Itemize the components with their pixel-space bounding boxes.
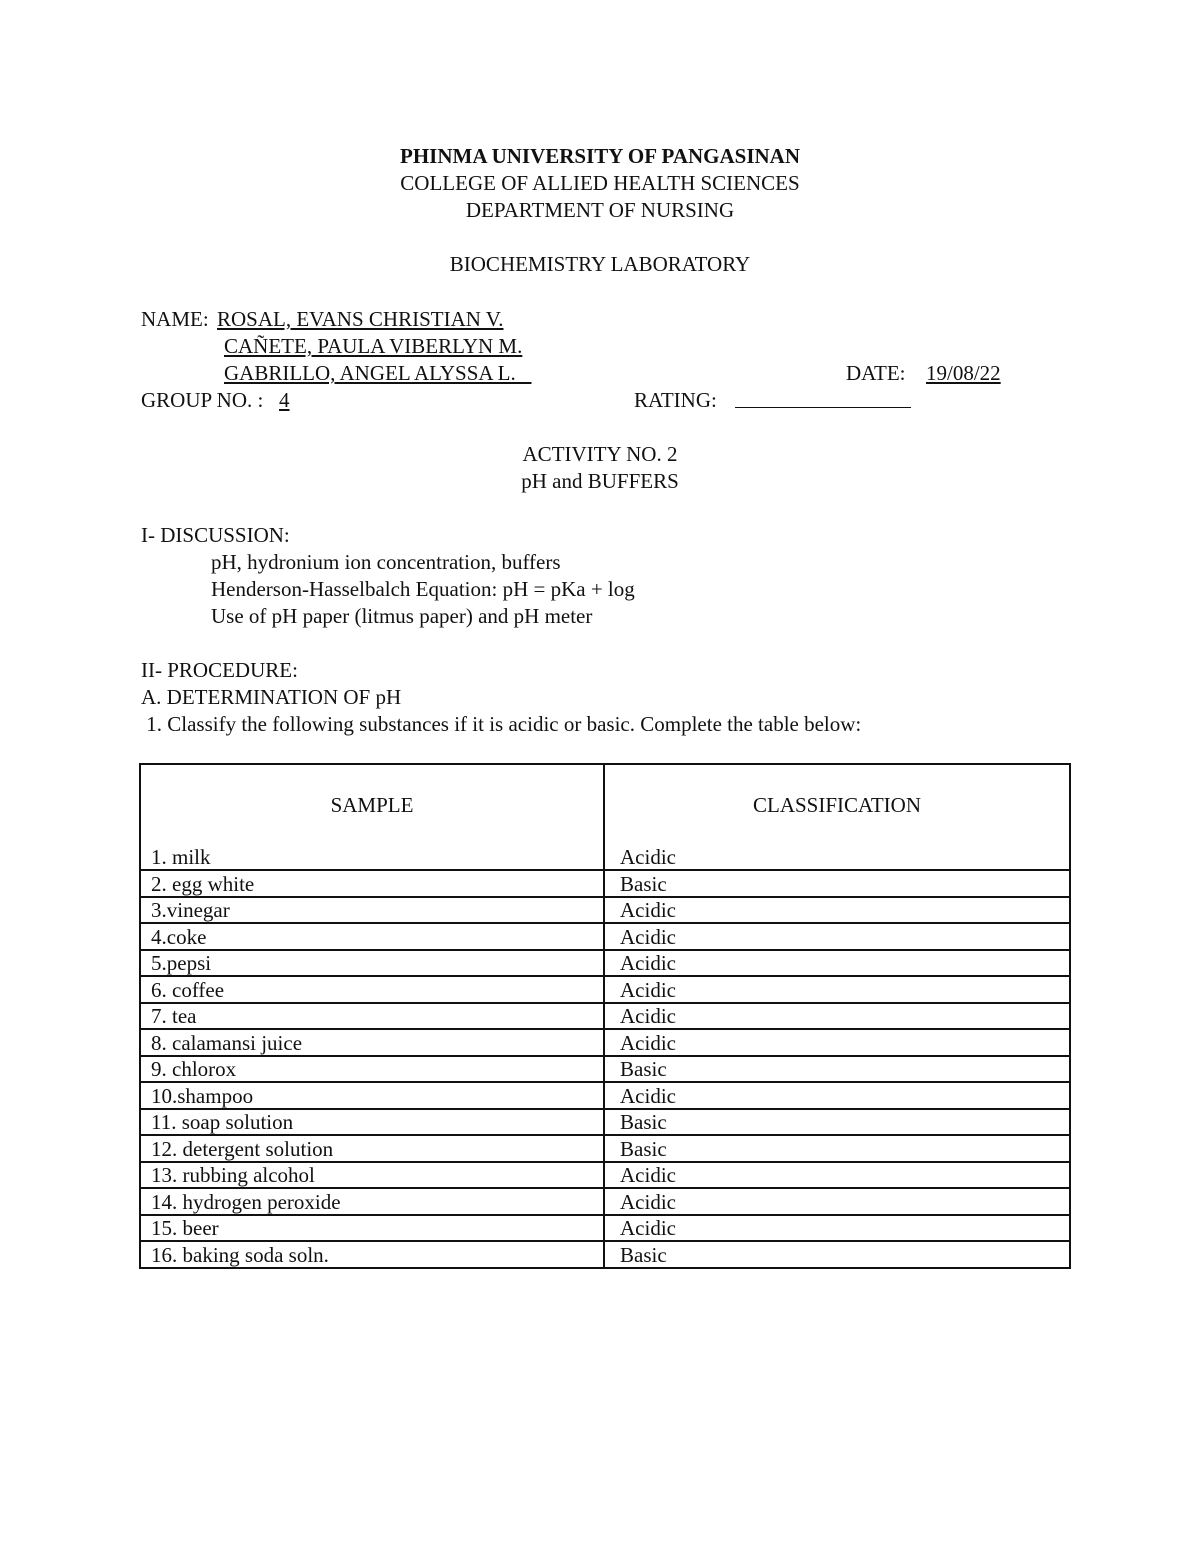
- sample-cell: 16. baking soda soln.: [140, 1241, 604, 1268]
- table-row: [140, 1109, 1070, 1136]
- activity-number: ACTIVITY NO. 2: [522, 442, 678, 466]
- department-name: DEPARTMENT OF NURSING: [465, 198, 735, 222]
- group-label: GROUP NO. :: [141, 388, 264, 412]
- table-row: [140, 1029, 1070, 1056]
- sample-cell: 3.vinegar: [140, 897, 604, 924]
- classification-column-header: CLASSIFICATION: [752, 793, 922, 817]
- sample-cell: 10.shampoo: [140, 1082, 604, 1109]
- table-row: [140, 950, 1070, 977]
- date-value: 19/08/22: [926, 361, 1001, 385]
- college-name: COLLEGE OF ALLIED HEALTH SCIENCES: [400, 171, 800, 195]
- sample-cell: 2. egg white: [140, 870, 604, 897]
- classification-cell: Acidic: [604, 1082, 1070, 1109]
- classification-cell: Basic: [604, 1109, 1070, 1136]
- sample-cell: 1. milk: [151, 845, 211, 869]
- sample-cell: 13. rubbing alcohol: [140, 1162, 604, 1189]
- classification-cell: Basic: [604, 1056, 1070, 1083]
- table-row: [140, 1056, 1070, 1083]
- table-row: [140, 923, 1070, 950]
- classification-cell: Basic: [604, 1241, 1070, 1268]
- classification-cell: Acidic: [604, 1215, 1070, 1242]
- activity-title: pH and BUFFERS: [521, 469, 679, 493]
- rating-blank: [735, 387, 911, 415]
- classification-header-cell: [604, 764, 1070, 870]
- sample-cell: 6. coffee: [140, 976, 604, 1003]
- sample-cell: 14. hydrogen peroxide: [140, 1188, 604, 1215]
- sample-cell: 12. detergent solution: [140, 1135, 604, 1162]
- rating-underline: [735, 387, 911, 408]
- table-row: [140, 1082, 1070, 1109]
- classification-cell: Acidic: [620, 845, 676, 869]
- student-name-1: ROSAL, EVANS CHRISTIAN V.: [217, 307, 504, 331]
- table-row: [140, 1241, 1070, 1268]
- sample-cell: 9. chlorox: [140, 1056, 604, 1083]
- discussion-item-3: Use of pH paper (litmus paper) and pH meter: [211, 604, 593, 628]
- classification-cell: Acidic: [604, 1188, 1070, 1215]
- sample-cell: 11. soap solution: [140, 1109, 604, 1136]
- sample-cell: 8. calamansi juice: [140, 1029, 604, 1056]
- table-row: [140, 870, 1070, 897]
- sample-column-header: SAMPLE: [330, 793, 414, 817]
- sample-header-cell: [140, 764, 604, 870]
- classification-cell: Acidic: [604, 923, 1070, 950]
- student-name-2: CAÑETE, PAULA VIBERLYN M.: [224, 334, 523, 358]
- procedure-heading: II- PROCEDURE:: [141, 658, 298, 682]
- discussion-heading: I- DISCUSSION:: [141, 523, 290, 547]
- classification-cell: Acidic: [604, 1162, 1070, 1189]
- sample-cell: 5.pepsi: [140, 950, 604, 977]
- classification-cell: Acidic: [604, 950, 1070, 977]
- classification-cell: Acidic: [604, 1029, 1070, 1056]
- classification-cell: Basic: [604, 1135, 1070, 1162]
- table-row: [140, 897, 1070, 924]
- table-header-row: [140, 764, 1070, 870]
- rating-label: RATING:: [634, 388, 723, 412]
- sample-cell: 4.coke: [140, 923, 604, 950]
- group-value: 4: [279, 388, 290, 412]
- classification-table: [139, 763, 1071, 1269]
- sample-cell: 7. tea: [140, 1003, 604, 1030]
- discussion-item-2: Henderson-Hasselbalch Equation: pH = pKa + log: [211, 577, 635, 601]
- classification-cell: Acidic: [604, 897, 1070, 924]
- classification-cell: Acidic: [604, 976, 1070, 1003]
- discussion-item-1: pH, hydronium ion concentration, buffers: [211, 550, 561, 574]
- table-row: [140, 1003, 1070, 1030]
- classification-cell: Acidic: [604, 1003, 1070, 1030]
- date-label: DATE:: [846, 361, 911, 385]
- classification-cell: Basic: [604, 870, 1070, 897]
- table-row: [140, 1135, 1070, 1162]
- table-row: [140, 1215, 1070, 1242]
- table-row: [140, 1162, 1070, 1189]
- table-row: [140, 976, 1070, 1003]
- procedure-instruction: 1. Classify the following substances if it is acidic or basic. Complete the table below:: [141, 712, 862, 736]
- table-row: [140, 1188, 1070, 1215]
- sample-cell: 15. beer: [140, 1215, 604, 1242]
- name-label: NAME:: [141, 307, 209, 331]
- student-name-3: GABRILLO, ANGEL ALYSSA L.: [224, 361, 532, 385]
- course-name: BIOCHEMISTRY LABORATORY: [449, 252, 751, 276]
- university-title: PHINMA UNIVERSITY OF PANGASINAN: [400, 144, 800, 168]
- procedure-subheading: A. DETERMINATION OF pH: [141, 685, 402, 709]
